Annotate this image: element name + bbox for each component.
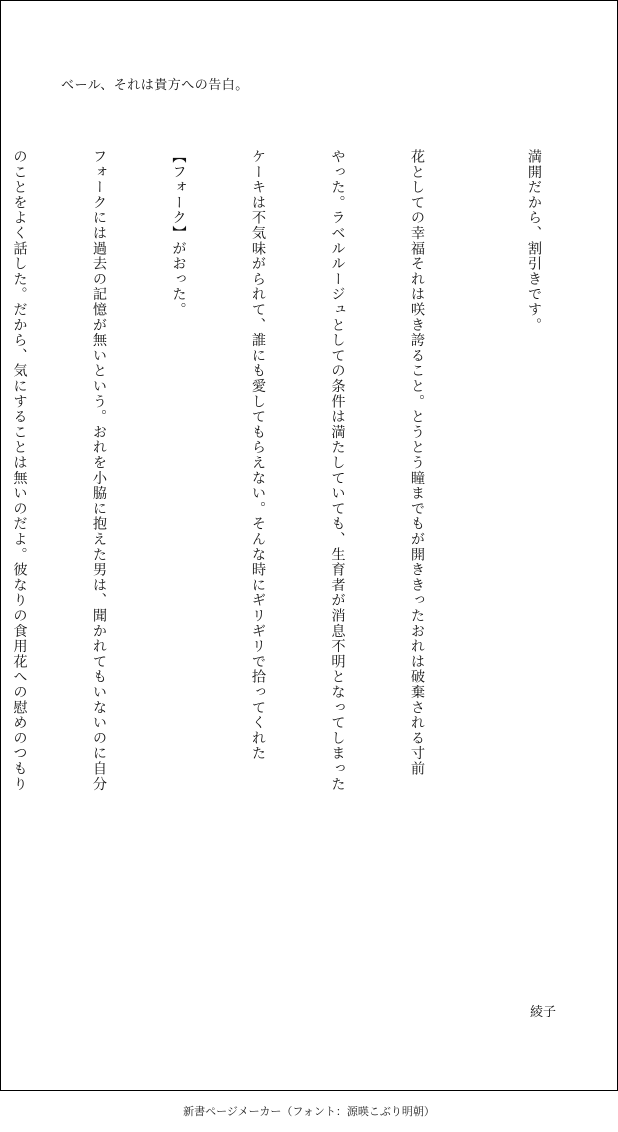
page-title: ベール、それは貴方への告白。 [61, 78, 249, 93]
body-line: 【フォーク】がおった。 [170, 149, 187, 318]
body-line: 花としての幸福それは咲き誇ること。とうとう瞳までもが開ききったおれは破棄される寸前 [409, 149, 425, 777]
body-line: ケーキは不気味がられて、誰にも愛してもらえない。そんな時にギリギリで拾ってくれた [250, 149, 266, 761]
author-name: 綾子 [530, 1005, 557, 1020]
story-body [0, 149, 483, 792]
body-line: のことをよく話した。だから、気にすることは無いのだよ。彼なりの食用花への慰めのつもり [11, 149, 28, 792]
body-line: フォークには過去の記憶が無いという。おれを小脇に抱えた男は、聞かれてもいないのに自分 [91, 149, 107, 792]
story-heading: 満開だから、割引きです。 [526, 149, 542, 333]
body-line: やった。ラベルルージュとしての条件は満たしていても、生育者が消息不明となってしまった [329, 149, 346, 792]
footer-credit: 新書ページメーカー（フォント：源暎こぶり明朝） [183, 1105, 435, 1118]
